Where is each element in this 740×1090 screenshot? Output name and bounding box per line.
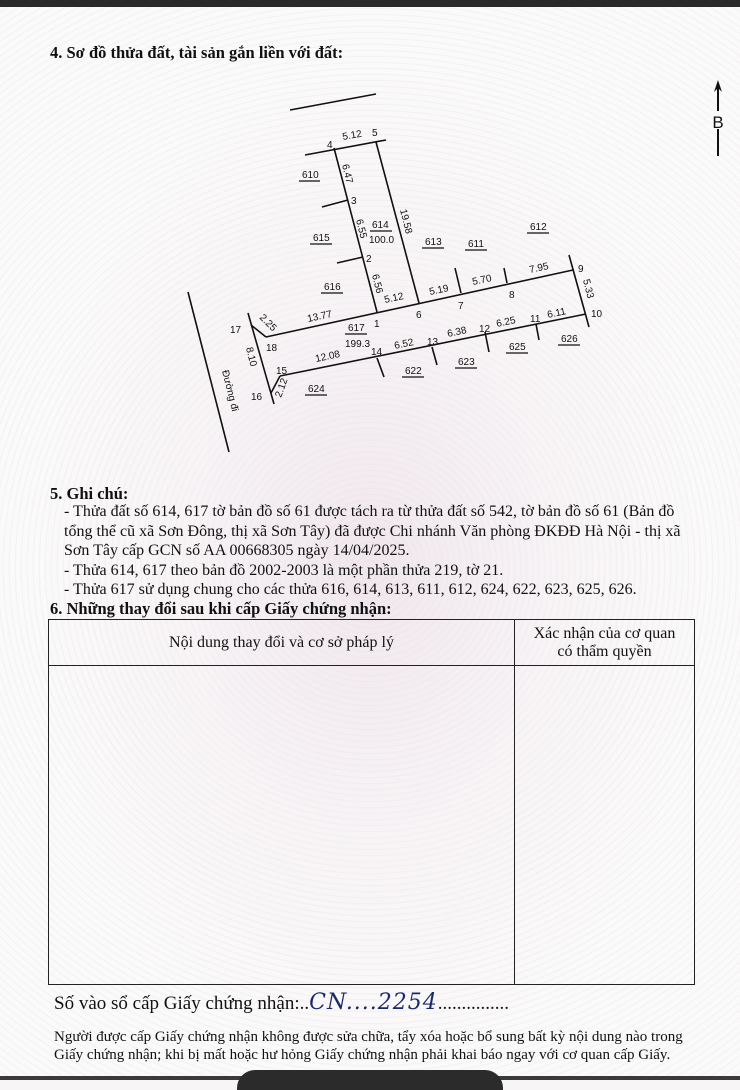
cell-change-content <box>49 666 515 985</box>
point-14: 14 <box>371 347 383 358</box>
header-authority-line2: có thẩm quyền <box>557 642 652 660</box>
point-3: 3 <box>351 196 357 207</box>
compass-label: B <box>712 113 724 132</box>
table-header-row <box>49 620 695 666</box>
registration-dots: .. <box>299 993 310 1014</box>
point-11: 11 <box>530 314 541 325</box>
registration-number: CN....2254 <box>309 990 438 1015</box>
length-8-9: 7.95 <box>528 261 550 276</box>
warning-line-2: Giấy chứng nhận; khi bị mất hoặc hư hỏng Giấy chứng nhận phải khai báo ngay với cơ quan cấp Giấy. <box>54 1047 671 1063</box>
length-4-3: 6.47 <box>339 163 355 185</box>
registration-label: Số vào sổ cấp Giấy chứng nhận: <box>54 993 300 1014</box>
parcel-622: 622 <box>405 366 422 377</box>
length-1-6: 5.12 <box>383 291 405 306</box>
point-8: 8 <box>509 290 515 301</box>
changes-table <box>48 619 695 985</box>
point-17: 17 <box>230 325 242 336</box>
length-2-1: 6.56 <box>369 273 385 295</box>
parcel-diagram <box>0 0 740 480</box>
length-11-12: 6.25 <box>495 315 517 330</box>
length-6-7: 5.19 <box>428 283 450 298</box>
parcel-614-area: 100.0 <box>369 235 395 246</box>
parcel-labels <box>299 170 580 395</box>
parcel-626: 626 <box>561 334 578 345</box>
length-16-17: 8.10 <box>243 346 259 368</box>
length-12-13: 6.38 <box>446 325 468 340</box>
length-9-10: 5.33 <box>580 278 596 300</box>
length-4-5: 5.12 <box>341 128 363 143</box>
point-15: 15 <box>276 366 288 377</box>
warning-line-1: Người được cấp Giấy chứng nhận không được sửa chữa, tẩy xóa hoặc bổ sung bất kỳ nội dung nào trong <box>54 1029 683 1045</box>
point-2: 2 <box>366 254 372 265</box>
length-18-1: 13.77 <box>306 308 334 325</box>
point-1: 1 <box>374 319 380 330</box>
length-14-15: 12.08 <box>314 348 342 365</box>
note-line-2: tổng thể cũ xã Sơn Đông, thị xã Sơn Tây) đã được Chi nhánh Văn phòng ĐKĐĐ Hà Nội - thị xã <box>64 523 681 540</box>
point-13: 13 <box>427 337 439 348</box>
header-authority-confirmation <box>515 620 695 666</box>
note-line-1: - Thửa đất số 614, 617 tờ bản đồ số 61 được tách ra từ thửa đất số 542, tờ bản đồ số 61 (Bản đồ <box>64 503 675 520</box>
parcel-613: 613 <box>425 237 442 248</box>
road-label: Đường đi <box>219 369 240 413</box>
parcel-610: 610 <box>302 170 319 181</box>
section4-title: 4. Sơ đồ thửa đất, tài sản gắn liền với đất: <box>50 43 344 62</box>
section5-title: 5. Ghi chú: <box>50 484 129 503</box>
bottom-overlay-pill <box>237 1070 503 1090</box>
registration-number-line <box>54 990 509 1015</box>
parcel-623: 623 <box>458 357 475 368</box>
point-7: 7 <box>458 301 464 312</box>
parcel-625: 625 <box>509 342 526 353</box>
section6-title: 6. Những thay đổi sau khi cấp Giấy chứng nhận: <box>50 599 392 618</box>
note-line-5: - Thửa 617 sử dụng chung cho các thửa 616, 614, 613, 611, 612, 624, 622, 623, 625, 626. <box>64 581 637 598</box>
note-line-4: - Thửa 614, 617 theo bản đồ 2002-2003 là một phần thửa 219, tờ 21. <box>64 562 504 579</box>
point-16: 16 <box>251 392 263 403</box>
parcel-614: 614 <box>372 220 389 231</box>
parcel-615: 615 <box>313 233 330 244</box>
point-4: 4 <box>327 140 333 151</box>
parcel-617-area: 199.3 <box>345 339 371 350</box>
point-6: 6 <box>416 310 422 321</box>
header-change-content: Nội dung thay đổi và cơ sở pháp lý <box>49 620 515 666</box>
length-3-2: 6.55 <box>353 218 369 240</box>
point-12: 12 <box>479 324 491 335</box>
length-5-6: 19.58 <box>397 208 414 236</box>
point-10: 10 <box>591 309 603 320</box>
length-7-8: 5.70 <box>471 273 493 288</box>
length-10-11: 6.11 <box>546 306 567 321</box>
length-17-18: 2.25 <box>256 312 279 334</box>
parcel-612: 612 <box>530 222 547 233</box>
parcel-611: 611 <box>468 239 484 250</box>
length-15-16: 2.12 <box>273 376 291 400</box>
registration-dots-after: ............... <box>437 993 510 1014</box>
parcel-617: 617 <box>348 323 365 334</box>
table-row <box>49 666 695 985</box>
parcel-624: 624 <box>308 384 325 395</box>
parcel-616: 616 <box>324 282 341 293</box>
point-9: 9 <box>578 264 584 275</box>
point-5: 5 <box>372 128 378 139</box>
point-18: 18 <box>266 343 278 354</box>
length-13-14: 6.52 <box>393 337 415 352</box>
cell-confirmation <box>515 666 695 985</box>
note-line-3: Sơn Tây cấp GCN số AA 00668305 ngày 14/04/2025. <box>64 542 410 559</box>
header-authority-line1: Xác nhận của cơ quan <box>533 624 676 642</box>
